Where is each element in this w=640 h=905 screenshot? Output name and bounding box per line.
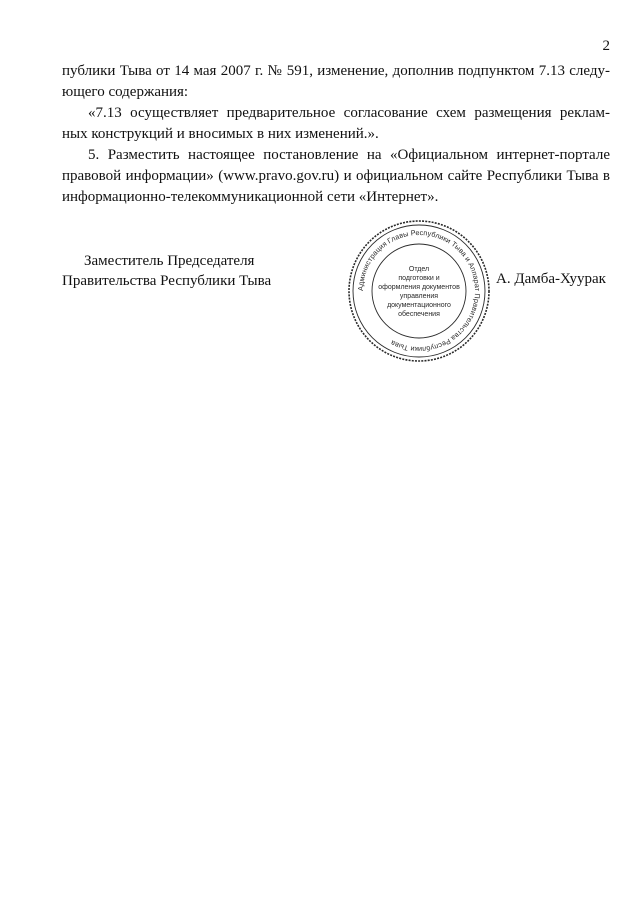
text-line: публики Тыва от 14 мая 2007 г. № 591, изменение, дополнив подпунктом 7.13 следу- [62,63,610,79]
paragraph-subclause [62,103,610,145]
stamp-inner-line: Отдел [408,266,430,273]
document-body [62,61,610,208]
text-line: ных конструкций и вносимых в них изменений.». [62,126,379,142]
stamp-inner-line: управления [399,293,439,300]
stamp-inner-line: обеспечения [398,311,440,318]
text-line: ющего содержания: [62,84,189,100]
text-line: информационно-телекоммуникационной сети «Интернет». [62,189,439,205]
official-stamp [346,218,492,364]
stamp-outer-text: Администрация Главы Республики Тыва и Аппарат Правительства Республики Тыва [355,227,483,355]
stamp-inner-line: подготовки и [398,275,440,282]
paragraph-publication [62,145,610,208]
page-number: 2 [602,38,610,54]
text-line: правовой информации» (www.pravo.gov.ru) и официальном сайте Республики Тыва в [62,168,610,184]
text-line: «7.13 осуществляет предварительное согласование схем размещения реклам- [88,105,610,121]
paragraph-amendment [62,61,610,103]
signer-name: А. Дамба-Хуурак [496,271,606,287]
stamp-inner-line: оформления документов [378,284,460,291]
text-line: 5. Разместить настоящее постановление на «Официальном интернет-портале [88,147,610,163]
stamp-inner-line: документационного [387,302,451,309]
signer-title [62,251,271,291]
signer-title-line: Заместитель Председателя [84,253,255,269]
signer-title-line: Правительства Республики Тыва [62,273,272,289]
